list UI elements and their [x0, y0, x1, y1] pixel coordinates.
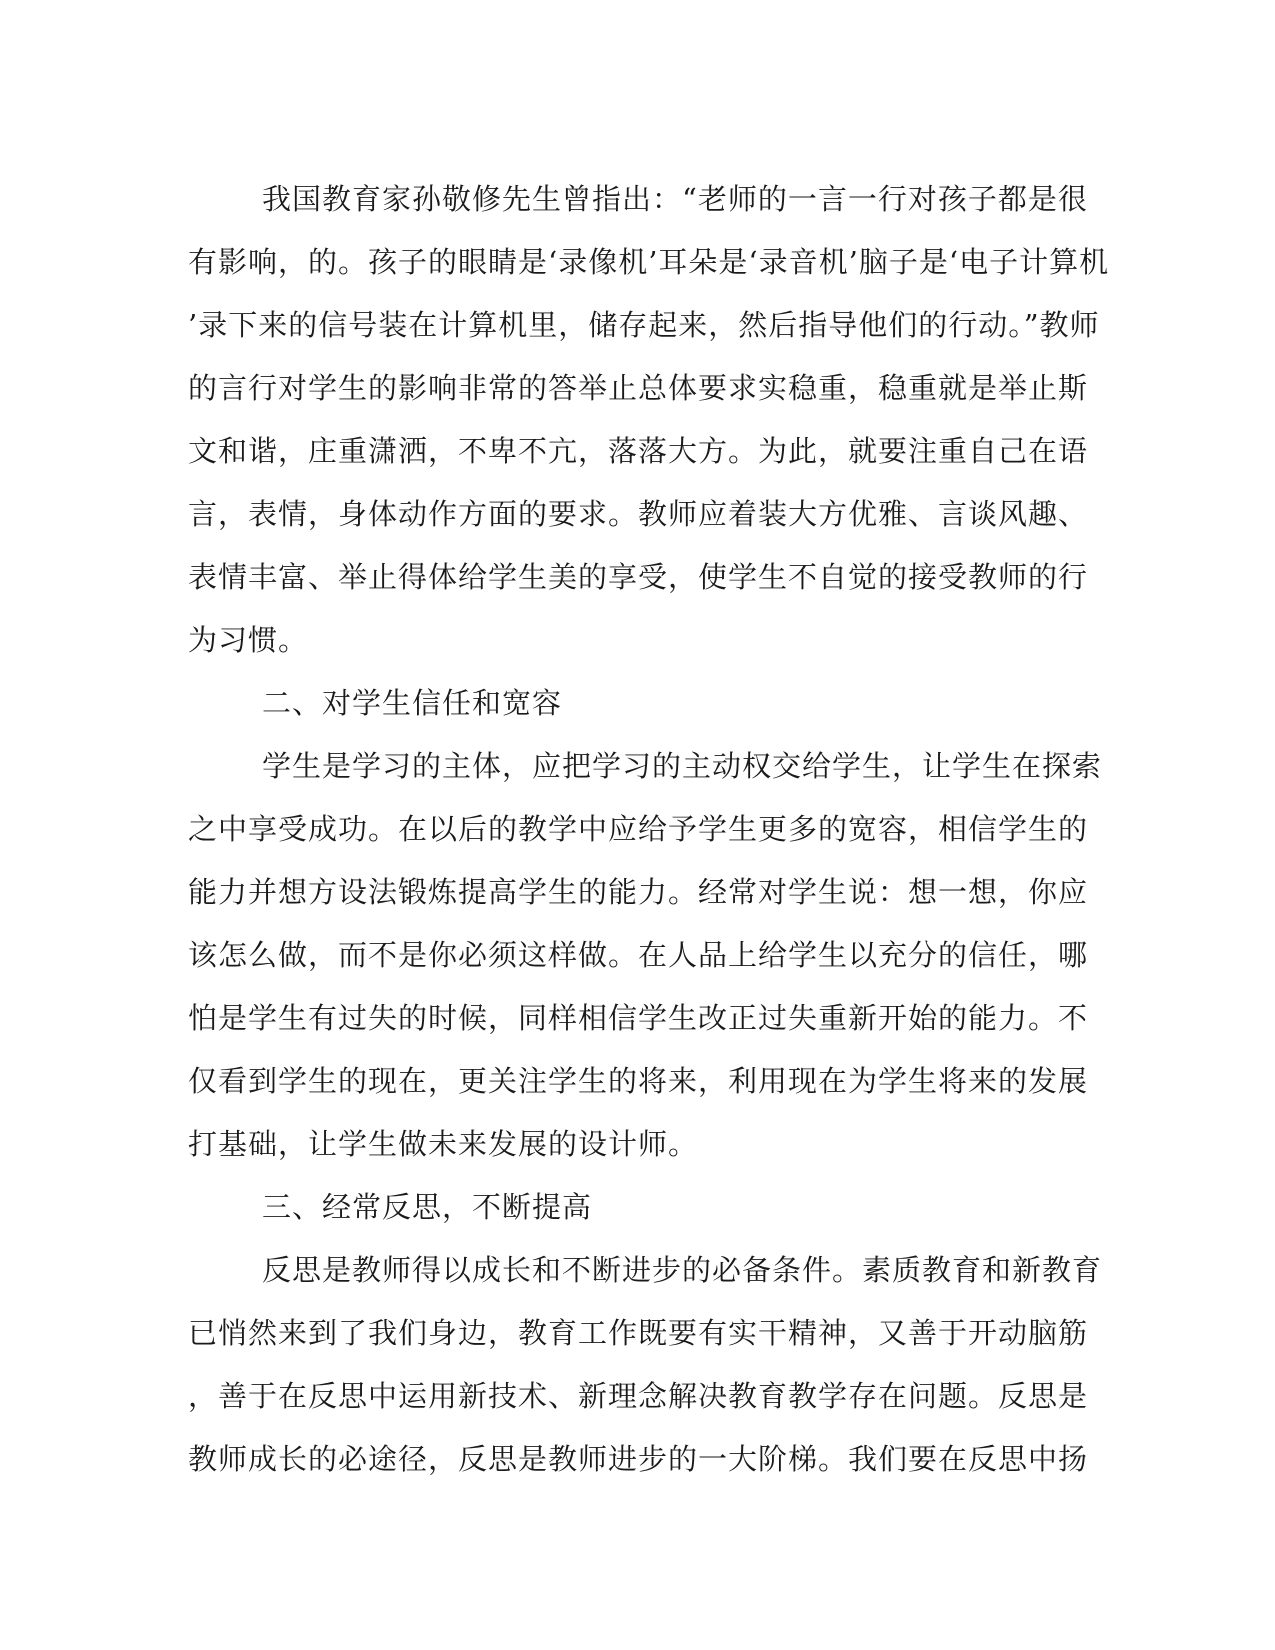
- paragraph-line: ’录下来的信号装在计算机里，储存起来，然后指导他们的行动。”教师: [188, 308, 1100, 342]
- document-body: [188, 168, 1110, 1491]
- section-heading: 三、经常反思，不断提高: [262, 1190, 593, 1224]
- paragraph-line: 教师成长的必途径，反思是教师进步的一大阶梯。我们要在反思中扬: [188, 1442, 1089, 1476]
- paragraph-line: 我国教育家孙敬修先生曾指出：“老师的一言一行对孩子都是很: [262, 182, 1088, 216]
- paragraph-line: 之中享受成功。在以后的教学中应给予学生更多的宽容，相信学生的: [188, 812, 1089, 846]
- paragraph-line: 言，表情，身体动作方面的要求。教师应着装大方优雅、言谈风趣、: [188, 497, 1089, 531]
- paragraph-line: 反思是教师得以成长和不断进步的必备条件。素质教育和新教育: [262, 1253, 1103, 1287]
- paragraph-line: 能力并想方设法锻炼提高学生的能力。经常对学生说：想一想，你应: [188, 875, 1089, 909]
- paragraph-line: 文和谐，庄重潇洒，不卑不亢，落落大方。为此，就要注重自己在语: [188, 434, 1089, 468]
- paragraph-line: 学生是学习的主体，应把学习的主动权交给学生，让学生在探索: [262, 749, 1103, 783]
- paragraph-line: 该怎么做，而不是你必须这样做。在人品上给学生以充分的信任，哪: [188, 938, 1089, 972]
- section-heading: 二、对学生信任和宽容: [262, 686, 563, 720]
- paragraph-line: 的言行对学生的影响非常的答举止总体要求实稳重，稳重就是举止斯: [188, 371, 1089, 405]
- paragraph-line: 为习惯。: [188, 623, 309, 657]
- paragraph-line: 有影响，的。孩子的眼睛是‘录像机’耳朵是‘录音机’脑子是‘电子计算机: [188, 245, 1110, 279]
- paragraph-line: 表情丰富、举止得体给学生美的享受，使学生不自觉的接受教师的行: [188, 560, 1089, 594]
- paragraph-line: 怕是学生有过失的时候，同样相信学生改正过失重新开始的能力。不: [188, 1001, 1089, 1035]
- paragraph-line: 已悄然来到了我们身边，教育工作既要有实干精神，又善于开动脑筋: [188, 1316, 1089, 1350]
- paragraph-line: 仅看到学生的现在，更关注学生的将来，利用现在为学生将来的发展: [188, 1064, 1089, 1098]
- paragraph-line: ，善于在反思中运用新技术、新理念解决教育教学存在问题。反思是: [188, 1379, 1089, 1413]
- paragraph-line: 打基础，让学生做未来发展的设计师。: [188, 1127, 699, 1161]
